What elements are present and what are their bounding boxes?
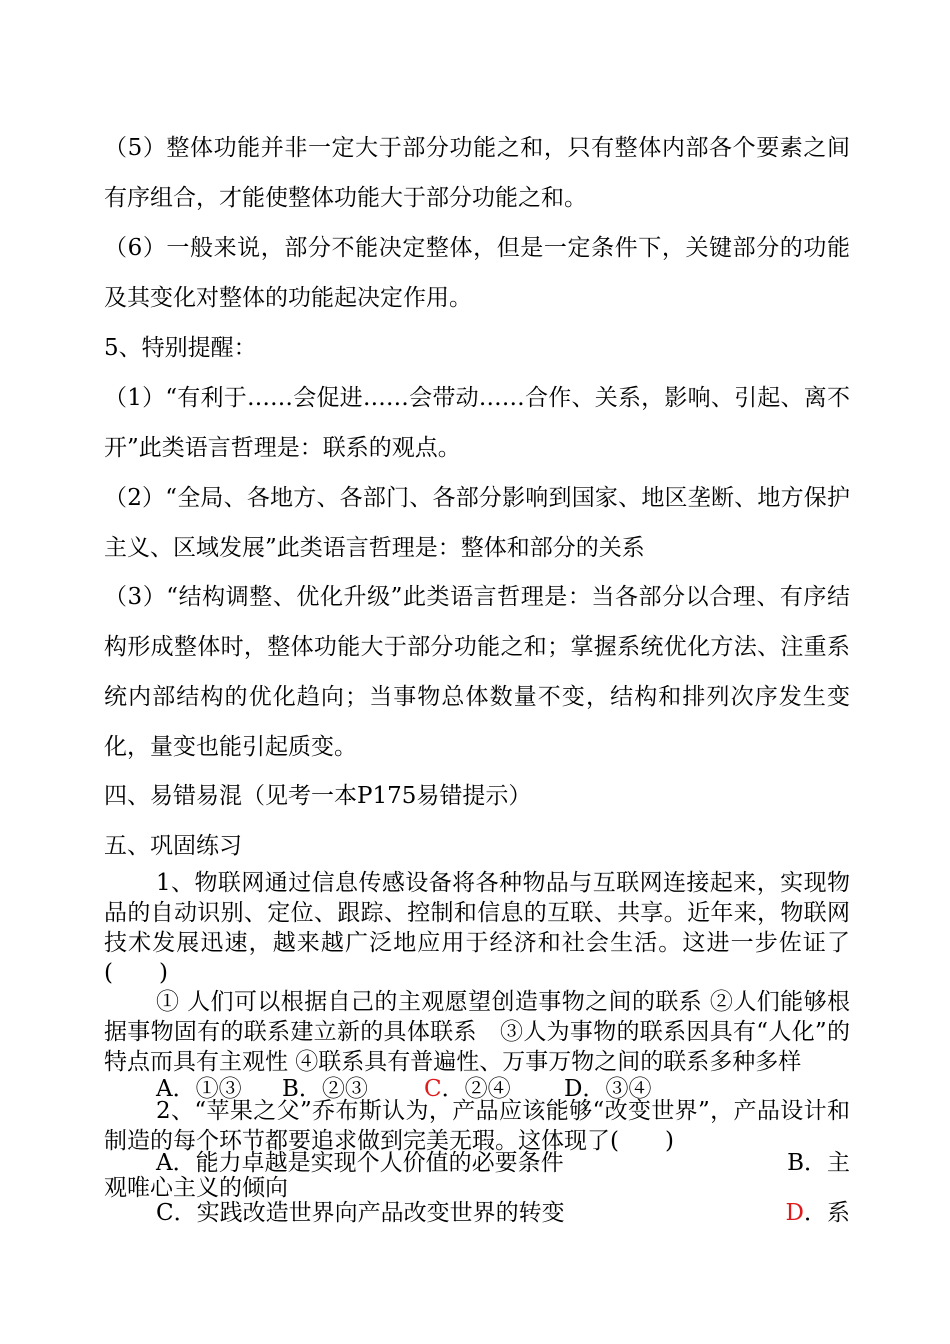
question-1-statements: ① 人们可以根据自己的主观愿望创造事物之间的联系 ②人们能够根据事物固有的联系建立新的具体联系 ③人为事物的联系因具有“人化”的特点而具有主观性 ④联系具有普遍性、万事万物之间的联系多种多样 <box>104 989 850 1075</box>
q2-option-a: A．能力卓越是实现个人价值的必要条件 <box>156 1150 564 1176</box>
question-1-stem: 1、物联网通过信息传感设备将各种物品与互联网连接起来，实现物品的自动识别、定位、跟踪、控制和信息的互联、共享。近年来，物联网技术发展迅速，越来越广泛地应用于经济和社会生活。这进一步佐证了( ) <box>104 870 850 986</box>
section-four-title: 四、易错易混（见考一本P175易错提示） <box>104 783 532 809</box>
q1-option-c-text: ．②④ <box>441 1076 511 1102</box>
q2-option-d-text: ．系 <box>804 1200 850 1226</box>
point-6-text: （6）一般来说，部分不能决定整体，但是一定条件下，关键部分的功能及其变化对整体的功能起决定作用。 <box>104 235 850 311</box>
q2-option-b-start: B．主 <box>787 1150 850 1176</box>
q1-option-c-answer-letter: C <box>424 1076 442 1102</box>
reminder-heading: 5、特别提醒： <box>104 335 257 361</box>
section-five-title: 五、巩固练习 <box>104 833 242 859</box>
reminder-item-1: （1）“有利于……会促进……会带动……合作、关系，影响、引起、离不开”此类语言哲理是：联系的观点。 <box>104 385 850 461</box>
question-2-stem: 2、“苹果之父”乔布斯认为，产品应该能够“改变世界”，产品设计和制造的每个环节都要追求做到完美无瑕。这体现了( ) <box>104 1098 850 1154</box>
q1-option-a: A．①③ <box>156 1076 242 1102</box>
q2-option-d <box>786 1198 850 1228</box>
q2-option-c: C．实践改造世界向产品改变世界的转变 <box>156 1200 565 1226</box>
reminder-item-2: （2）“全局、各地方、各部门、各部分影响到国家、地区垄断、地方保护主义、区域发展”此类语言哲理是：整体和部分的关系 <box>104 485 850 561</box>
point-5-text: （5）整体功能并非一定大于部分功能之和，只有整体内部各个要素之间有序组合，才能使整体功能大于部分功能之和。 <box>104 135 850 211</box>
q1-option-d: D．③④ <box>564 1076 652 1102</box>
q2-option-b-rest: 观唯心主义的倾向 <box>104 1175 288 1201</box>
q1-option-b: B．②③ <box>282 1076 368 1102</box>
reminder-item-3: （3）“结构调整、优化升级”此类语言哲理是：当各部分以合理、有序结构形成整体时，整体功能大于部分功能之和；掌握系统优化方法、注重系统内部结构的优化趋向；当事物总体数量不变，结构和排列次序发生变化，量变也能引起质变。 <box>104 584 850 760</box>
q2-option-d-answer-letter: D <box>785 1200 804 1226</box>
